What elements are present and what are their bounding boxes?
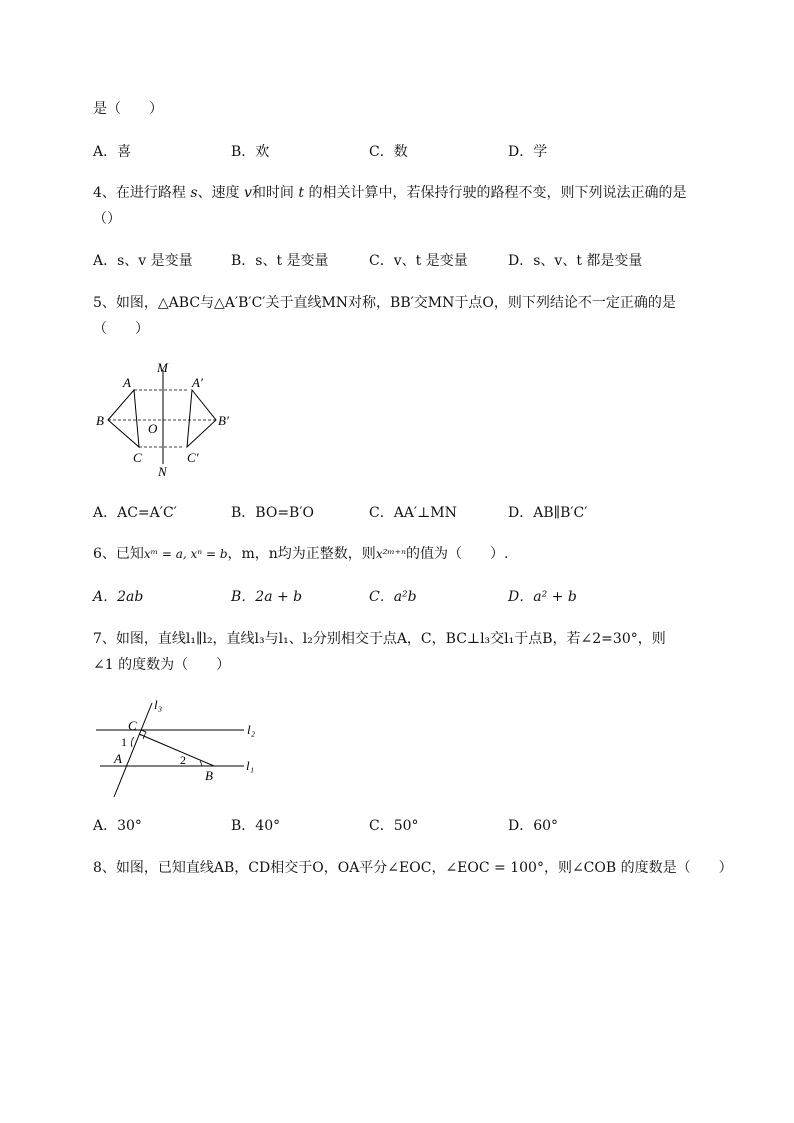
- q7-option-b: B．40°: [231, 818, 281, 834]
- label-c: C: [133, 450, 142, 465]
- q3-option-d: D．学: [508, 144, 548, 160]
- q5-figure: [90, 358, 240, 480]
- label-b: B: [205, 768, 213, 783]
- label-a: A: [114, 751, 122, 766]
- label-b: B: [96, 413, 104, 428]
- q6-option-d: D．a² + b: [508, 589, 577, 605]
- label-n: N: [158, 464, 167, 479]
- q7-stem-line2: ∠1 的度数为（ ）: [93, 657, 231, 673]
- q6-option-b: B．2a + b: [231, 589, 303, 605]
- triangle-abc-prime: [187, 390, 216, 447]
- q3-option-c: C．数: [369, 144, 408, 160]
- q4-paren: （）: [93, 211, 121, 227]
- label-b-prime: B′: [218, 413, 229, 428]
- q5-option-c: C．AA′⊥MN: [369, 505, 457, 521]
- label-a: A: [123, 375, 131, 390]
- label-angle-1: 1: [121, 735, 127, 749]
- q5-option-a: A．AC=A′C′: [93, 505, 177, 521]
- q6-option-a: A．2ab: [93, 589, 144, 605]
- label-c-prime: C′: [187, 450, 199, 465]
- label-l1: l₁: [246, 758, 255, 773]
- label-angle-2: 2: [180, 753, 186, 767]
- q4-option-a: A．s、v 是变量: [93, 253, 193, 269]
- q7-stem: 7、如图，直线l₁∥l₂，直线l₃与l₁、l₂分别相交于点A，C，BC⊥l₃交l₁于点B，若∠2=30°，则: [93, 631, 666, 647]
- q4-option-c: C．v、t 是变量: [369, 253, 468, 269]
- q5-stem: 5、如图，△ABC与△A′B′C′关于直线MN对称，BB′交MN于点O，则下列结论不一定正确的是: [93, 295, 676, 311]
- q7-option-a: A．30°: [93, 818, 142, 834]
- label-c: C: [128, 718, 137, 733]
- q6-option-c: C．a²b: [369, 589, 417, 605]
- q7-option-d: D．60°: [508, 818, 559, 834]
- q4-option-d: D．s、v、t 都是变量: [508, 253, 643, 269]
- label-l2: l₂: [247, 722, 256, 737]
- angle-1-arc: [131, 737, 134, 747]
- q3-stem-tail: 是（ ）: [93, 101, 163, 117]
- q8-stem: 8、如图，已知直线AB，CD相交于O，OA平分∠EOC，∠EOC = 100°，则∠COB 的度数是（ ）: [93, 860, 733, 876]
- q3-option-a: A．喜: [93, 144, 132, 160]
- angle-2-arc: [200, 761, 202, 766]
- label-a-prime: A′: [192, 375, 203, 390]
- triangle-abc: [108, 390, 139, 447]
- label-m: M: [157, 360, 168, 375]
- q3-option-b: B．欢: [231, 144, 270, 160]
- q6-stem: 6、已知xᵐ = a, xⁿ = b，m，n均为正整数，则x²ᵐ⁺ⁿ的值为（ ）.: [93, 546, 509, 562]
- q5-paren: （ ）: [93, 321, 149, 337]
- label-o: O: [148, 421, 158, 436]
- q4-option-b: B．s、t 是变量: [231, 253, 329, 269]
- q5-option-b: B．BO=B′O: [231, 505, 314, 521]
- q7-option-c: C．50°: [369, 818, 419, 834]
- q4-stem: 4、在进行路程 s、速度 v和时间 t 的相关计算中，若保持行驶的路程不变，则下列说法正确的是: [93, 185, 687, 201]
- segment-bc: [139, 734, 214, 766]
- right-angle-mark: [141, 730, 146, 739]
- q5-option-d: D．AB∥B′C′: [508, 505, 588, 521]
- label-l3: l₃: [154, 697, 163, 712]
- q7-figure: [94, 695, 269, 805]
